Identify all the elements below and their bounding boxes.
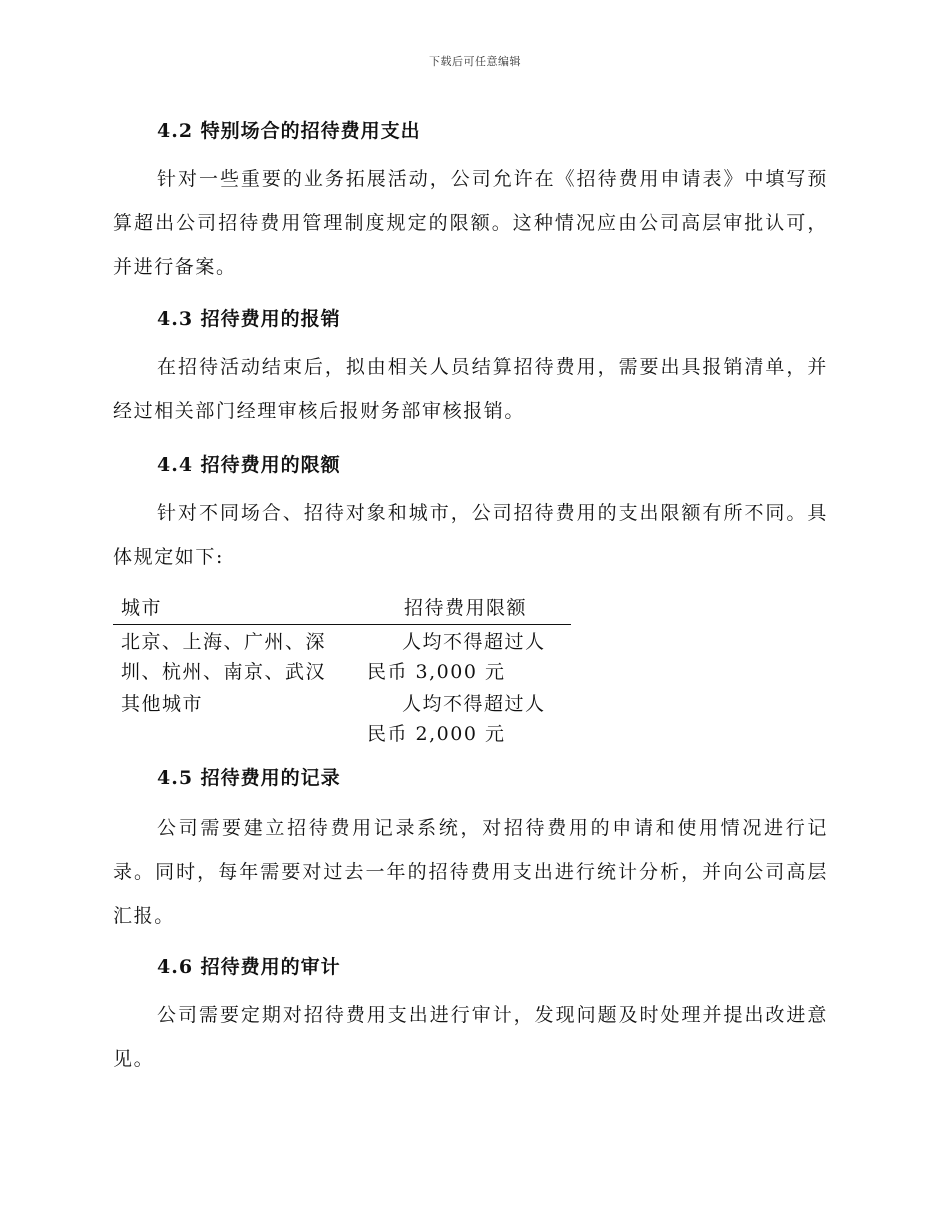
section-paragraph-4-5: 公司需要建立招待费用记录系统，对招待费用的申请和使用情况进行记录。同时，每年需要对过去一年的招待费用支出进行统计分析，并向公司高层汇报。 [113,817,828,927]
section-heading-4-6: 4.6 招待费用的审计 [157,956,341,978]
table-cell-limit-line1: 人均不得超过人 [402,693,546,715]
expense-limit-table [113,592,571,749]
table-cell-limit-line2: 民币 2,000 元 [367,723,506,745]
table-header-limit: 招待费用限额 [404,597,528,619]
section-paragraph-4-6: 公司需要定期对招待费用支出进行审计，发现问题及时处理并提出改进意见。 [113,1004,828,1070]
table-header-city: 城市 [121,597,163,619]
section-heading-4-2: 4.2 特别场合的招待费用支出 [157,120,421,142]
table-row [113,687,571,749]
section-heading-4-3: 4.3 招待费用的报销 [157,308,341,330]
table-row [113,625,571,687]
section-heading-4-5: 4.5 招待费用的记录 [157,767,341,789]
page-header-note: 下载后可任意编辑 [429,55,521,68]
table-cell-limit [351,687,571,749]
table-cell-limit [351,625,571,687]
table-cell-city: 其他城市 [121,693,204,715]
section-heading-4-4: 4.4 招待费用的限额 [157,454,341,476]
section-paragraph-4-2: 针对一些重要的业务拓展活动，公司允许在《招待费用申请表》中填写预算超出公司招待费用管理制度规定的限额。这种情况应由公司高层审批认可，并进行备案。 [113,168,828,278]
table-header-row [113,592,571,625]
table-cell-limit-line2: 民币 3,000 元 [367,661,506,683]
section-paragraph-4-4: 针对不同场合、招待对象和城市，公司招待费用的支出限额有所不同。具体规定如下: [113,502,828,568]
table-cell-limit-line1: 人均不得超过人 [402,631,546,653]
section-paragraph-4-3: 在招待活动结束后，拟由相关人员结算招待费用，需要出具报销清单，并经过相关部门经理审核后报财务部审核报销。 [113,356,828,422]
table-cell-city: 北京、上海、广州、深圳、杭州、南京、武汉 [121,631,327,683]
